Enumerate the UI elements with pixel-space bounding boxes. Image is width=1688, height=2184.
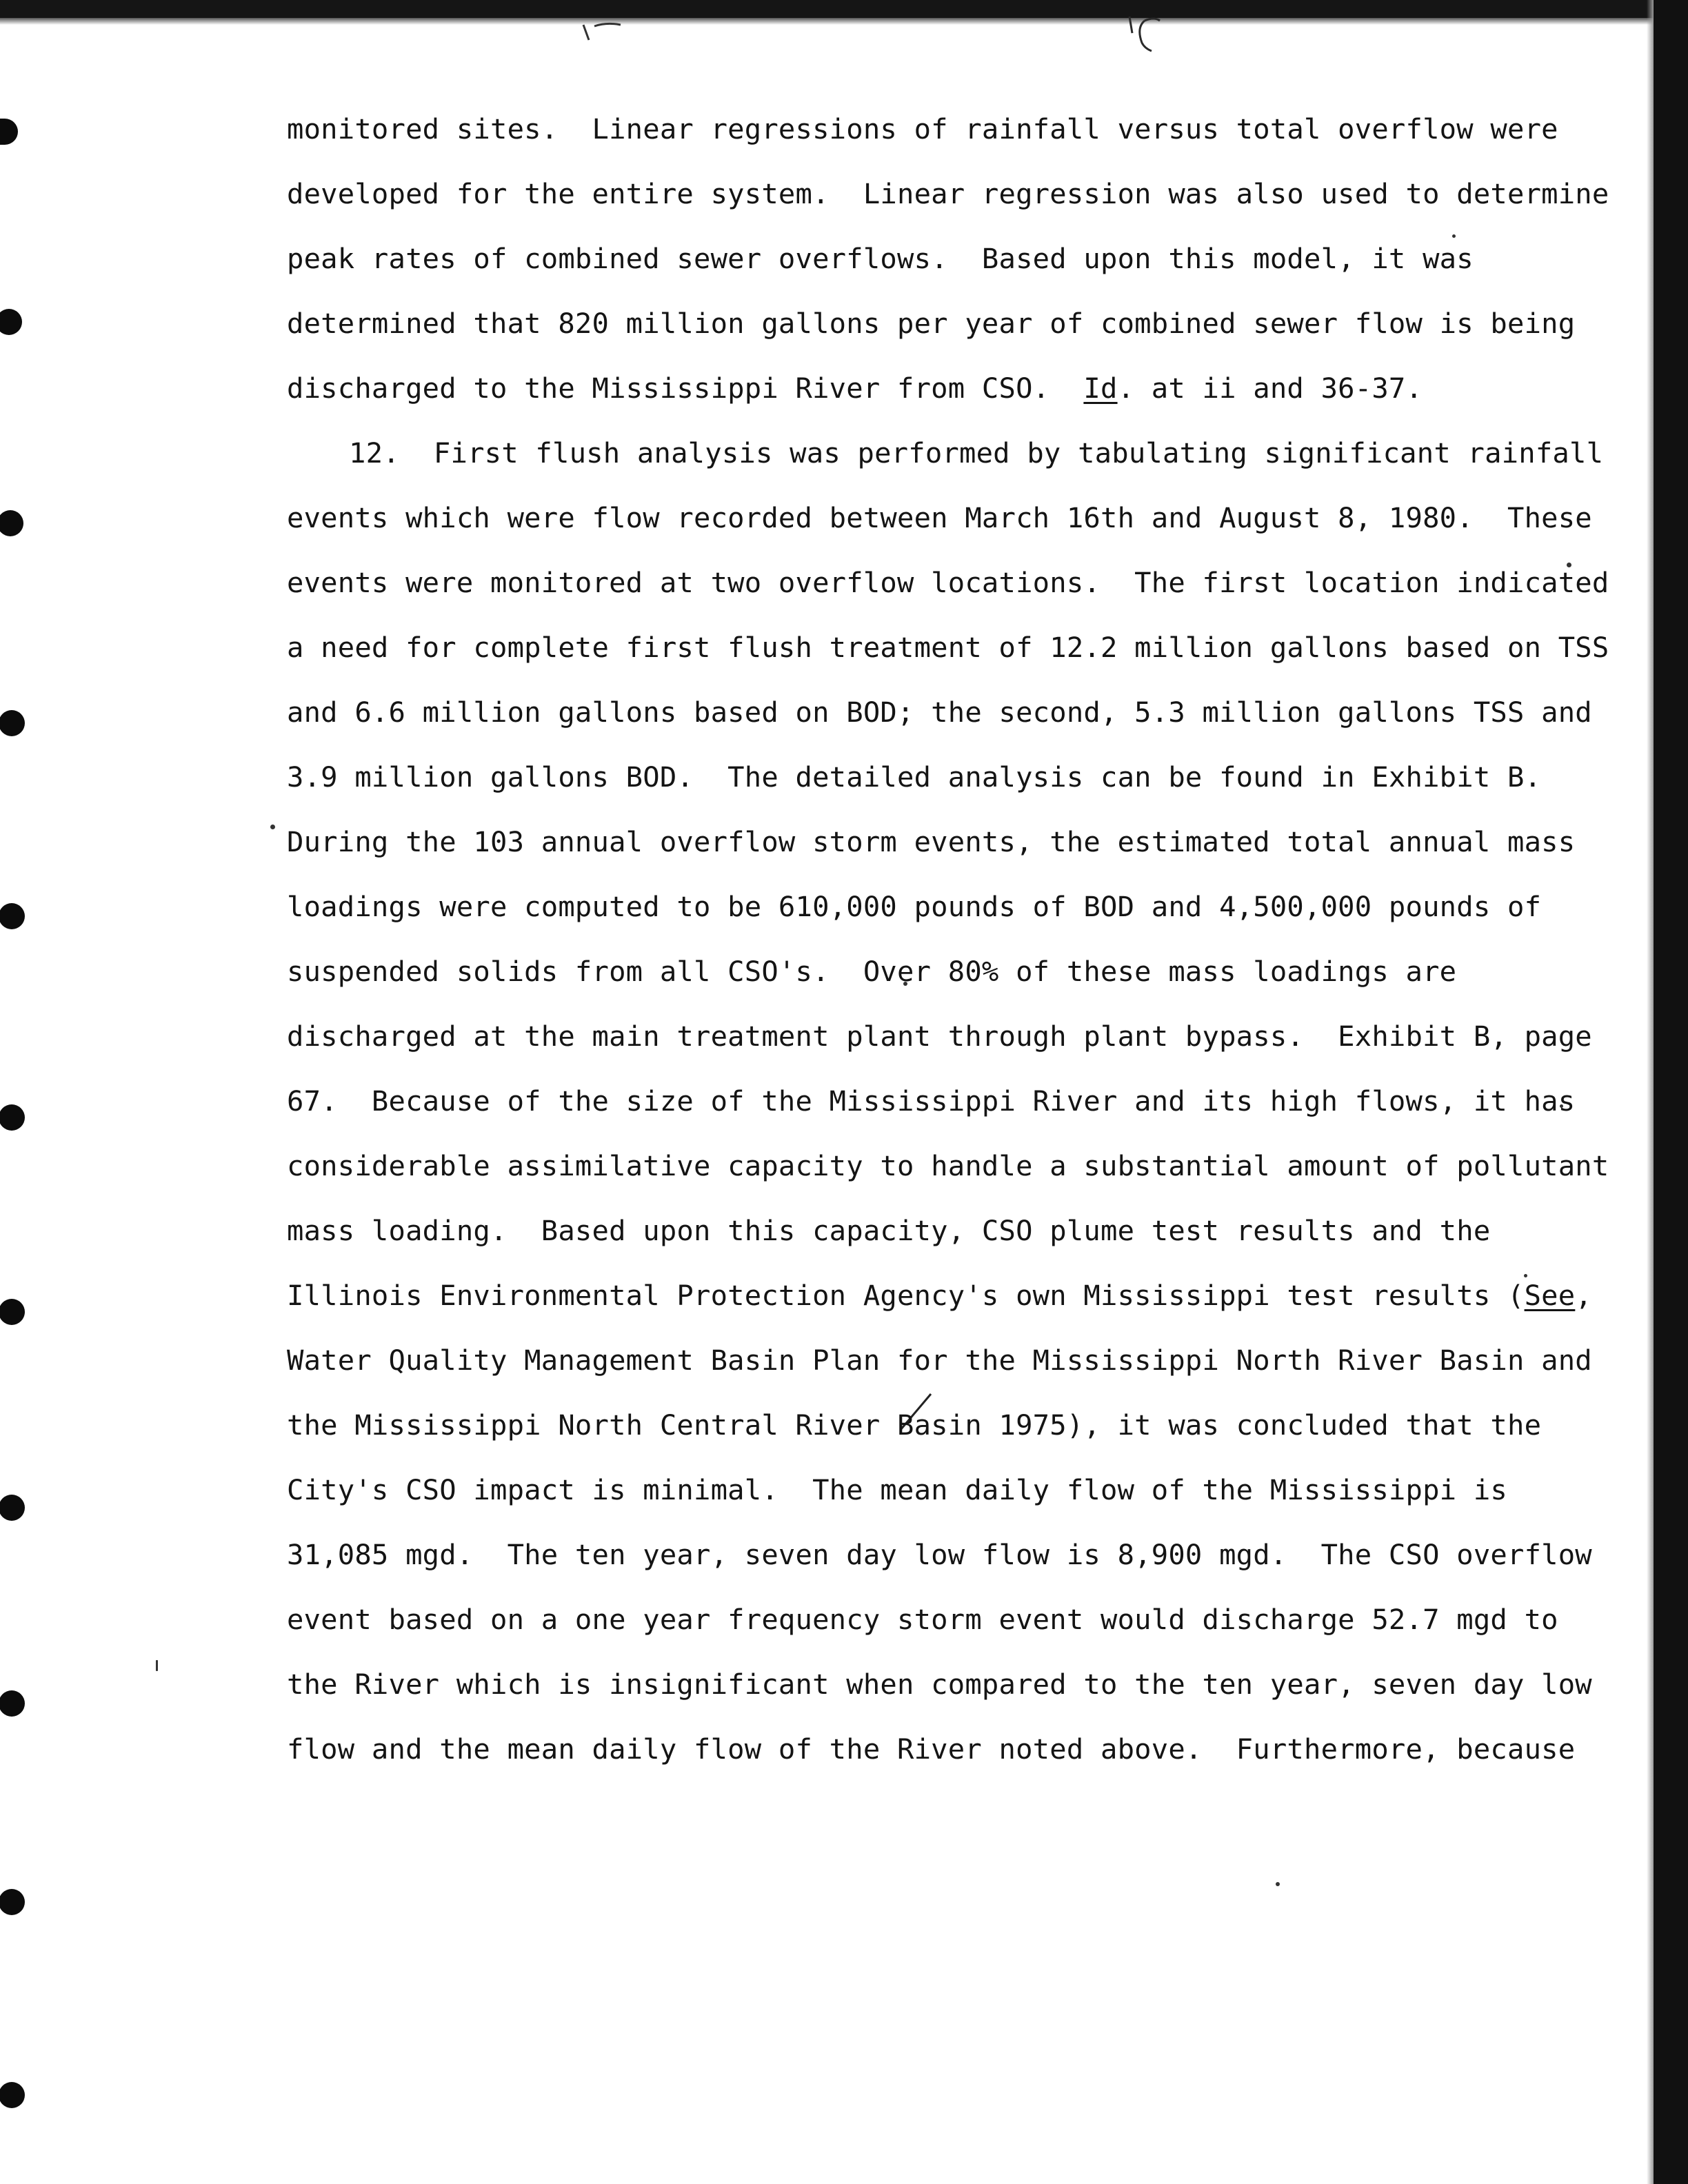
punch-hole <box>0 1690 25 1717</box>
text-segment: flow and the mean daily flow of the River noted above. Furthermore, because <box>287 1732 1576 1766</box>
text-line <box>287 1263 1592 1328</box>
text-line <box>287 745 1569 809</box>
text-line <box>287 1004 1592 1069</box>
punch-hole <box>0 309 22 335</box>
punch-hole <box>0 510 23 536</box>
text-segment: discharged at the main treatment plant through plant bypass. Exhibit B, page <box>287 1020 1592 1053</box>
text-segment: 31,085 mgd. The ten year, seven day low flow is 8,900 mgd. The CSO overflow <box>287 1538 1592 1571</box>
text-line <box>287 1328 1592 1393</box>
paragraph <box>287 421 1609 1781</box>
punch-hole <box>0 1889 25 1915</box>
text-segment: loadings were computed to be 610,000 pounds of BOD and 4,500,000 pounds of <box>287 890 1542 923</box>
text-segment: the River which is insignificant when compared to the ten year, seven day low <box>287 1668 1592 1701</box>
text-segment: 67. Because of the size of the Mississippi River and its high flows, it has <box>287 1084 1576 1118</box>
text-segment: discharged to the Mississippi River from CSO. <box>287 372 1084 405</box>
text-segment: During the 103 annual overflow storm events, the estimated total annual mass <box>287 825 1576 858</box>
scan-speck <box>270 825 275 829</box>
punch-hole <box>0 1104 25 1131</box>
text-line <box>287 291 1576 356</box>
text-line <box>287 1133 1609 1198</box>
scan-top-shadow <box>0 18 1688 25</box>
scan-mark <box>1124 12 1179 68</box>
text-segment: 3.9 million gallons BOD. The detailed analysis can be found in Exhibit B. <box>287 760 1542 793</box>
underlined-citation: See <box>1524 1279 1576 1312</box>
text-segment: determined that 820 million gallons per year of combined sewer flow is being <box>287 307 1576 340</box>
text-line <box>287 1717 1576 1781</box>
punch-hole <box>0 2082 25 2108</box>
text-segment: event based on a one year frequency storm event would discharge 52.7 mgd to <box>287 1603 1558 1636</box>
text-segment: . at ii and 36-37. <box>1117 372 1423 405</box>
text-line <box>287 356 1569 421</box>
scan-mark <box>579 21 641 48</box>
underlined-citation: Id <box>1083 372 1118 405</box>
text-segment: developed for the entire system. Linear regression was also used to determine <box>287 177 1609 210</box>
text-line <box>287 680 1592 745</box>
scan-right-shadow <box>1647 0 1654 2184</box>
text-segment: 12. First flush analysis was performed by tabulating significant rainfall <box>349 436 1604 469</box>
text-segment: Illinois Environmental Protection Agency's own Mississippi test results ( <box>287 1279 1525 1312</box>
text-line <box>287 939 1569 1004</box>
punch-hole <box>0 710 25 736</box>
scan-right-edge <box>1654 0 1688 2184</box>
text-line <box>287 1393 1569 1457</box>
text-line <box>287 1587 1569 1652</box>
text-line <box>287 1198 1569 1263</box>
text-line <box>287 485 1592 550</box>
text-line <box>287 1069 1576 1133</box>
punch-hole <box>0 119 18 145</box>
scan-speck <box>1276 1882 1280 1886</box>
text-segment: events which were flow recorded between March 16th and August 8, 1980. These <box>287 501 1592 534</box>
text-segment: events were monitored at two overflow locations. The first location indicated <box>287 566 1609 599</box>
text-segment: the Mississippi North Central River Basin 1975), it was concluded that the <box>287 1408 1542 1442</box>
text-line <box>287 226 1569 291</box>
text-line <box>287 97 1569 161</box>
text-segment: mass loading. Based upon this capacity, CSO plume test results and the <box>287 1214 1491 1247</box>
text-line <box>287 1652 1592 1717</box>
document-body <box>287 97 1609 1781</box>
punch-hole <box>0 1299 25 1325</box>
text-line <box>287 550 1609 615</box>
text-line <box>287 874 1569 939</box>
scan-speck <box>156 1660 158 1671</box>
text-line <box>287 161 1609 226</box>
text-segment: a need for complete first flush treatment of 12.2 million gallons based on TSS <box>287 631 1609 664</box>
text-segment: , <box>1575 1279 1592 1312</box>
text-line <box>287 809 1576 874</box>
punch-hole <box>0 903 25 929</box>
text-segment: monitored sites. Linear regressions of rainfall versus total overflow were <box>287 112 1558 145</box>
punch-hole <box>0 1495 25 1521</box>
text-segment: and 6.6 million gallons based on BOD; the second, 5.3 million gallons TSS and <box>287 696 1592 729</box>
text-line <box>287 421 1604 485</box>
text-line <box>287 1457 1569 1522</box>
text-line <box>287 615 1609 680</box>
text-segment: suspended solids from all CSO's. Over 80% of these mass loadings are <box>287 955 1457 988</box>
text-line <box>287 1522 1592 1587</box>
paragraph <box>287 97 1609 421</box>
text-segment: considerable assimilative capacity to handle a substantial amount of pollutant <box>287 1149 1609 1182</box>
text-segment: City's CSO impact is minimal. The mean daily flow of the Mississippi is <box>287 1473 1507 1506</box>
text-segment: Water Quality Management Basin Plan for the Mississippi North River Basin and <box>287 1344 1592 1377</box>
scan-top-edge <box>0 0 1688 18</box>
text-segment: peak rates of combined sewer overflows. Based upon this model, it was <box>287 242 1474 275</box>
